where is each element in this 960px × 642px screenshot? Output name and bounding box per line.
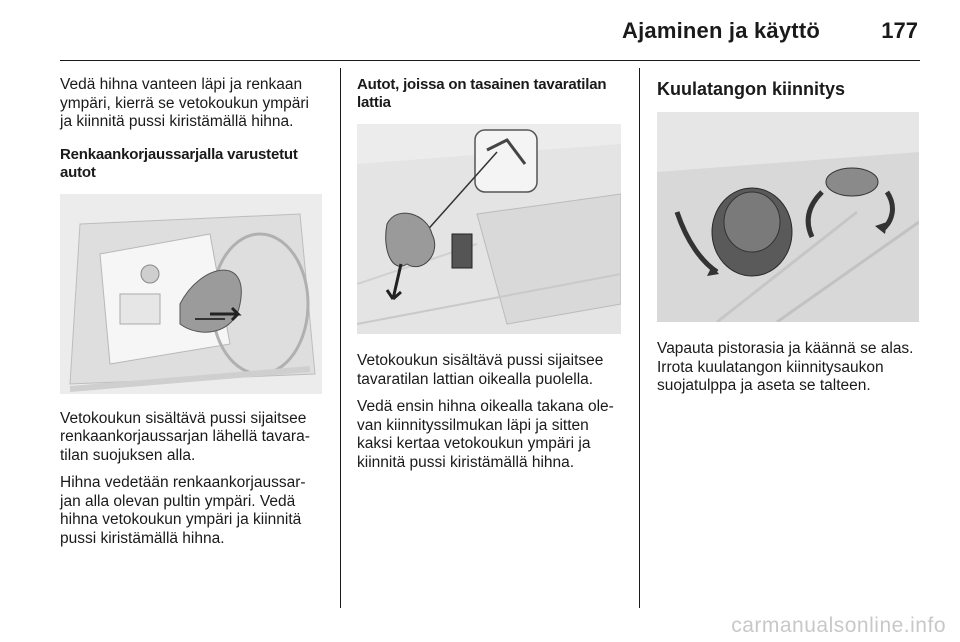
flat-floor-paragraph-1: Vetokoukun sisältävä pussi sijaitsee tavaratilan lattian oikealla puolella. xyxy=(357,352,604,388)
repair-kit-illustration xyxy=(60,194,322,394)
flat-floor-paragraph-2: Vedä ensin hihna oikealla takana ole-van kiinnityssilmukan läpi ja sitten kaksi kertaa vetokoukun ympäri ja kiinnitä pussi kiristämällä hihna. xyxy=(357,398,614,471)
intro-paragraph: Vedä hihna vanteen läpi ja renkaan ympäri, kierrä se vetokoukun ympäri ja kiinnitä pussi kiristämällä hihna. xyxy=(60,76,309,130)
repair-kit-paragraph-2: Hihna vedetään renkaankorjaussar-jan alla olevan pultin ympäri. Vedä hihna vetokoukun ympäri ja kiinnitä pussi kiristämällä hihna. xyxy=(60,474,306,547)
section-title: Ajaminen ja käyttö xyxy=(622,18,820,43)
flat-floor-illustration xyxy=(357,124,621,334)
ball-rod-paragraph: Vapauta pistorasia ja käännä se alas. Irrota kuulatangon kiinnitysaukon suojatulppa ja aseta se talteen. xyxy=(657,340,914,394)
page-number: 177 xyxy=(881,18,918,43)
page-header xyxy=(0,0,960,62)
repair-kit-heading: Renkaankorjaussarjalla varustetut autot xyxy=(60,145,298,181)
column-3 xyxy=(657,76,922,405)
ball-rod-heading: Kuulatangon kiinnitys xyxy=(657,79,846,99)
column-divider-2 xyxy=(639,68,640,608)
column-1 xyxy=(60,76,325,557)
flat-floor-heading: Autot, joissa on tasainen tavaratilan lattia xyxy=(357,76,607,111)
header-rule xyxy=(60,60,920,61)
column-2 xyxy=(357,76,625,481)
watermark: carmanualsonline.info xyxy=(731,614,946,637)
ball-rod-illustration xyxy=(657,112,919,322)
column-divider-1 xyxy=(340,68,341,608)
repair-kit-paragraph-1: Vetokoukun sisältävä pussi sijaitsee renkaankorjaussarjan lähellä tavara-tilan suojuksen alla. xyxy=(60,409,310,464)
